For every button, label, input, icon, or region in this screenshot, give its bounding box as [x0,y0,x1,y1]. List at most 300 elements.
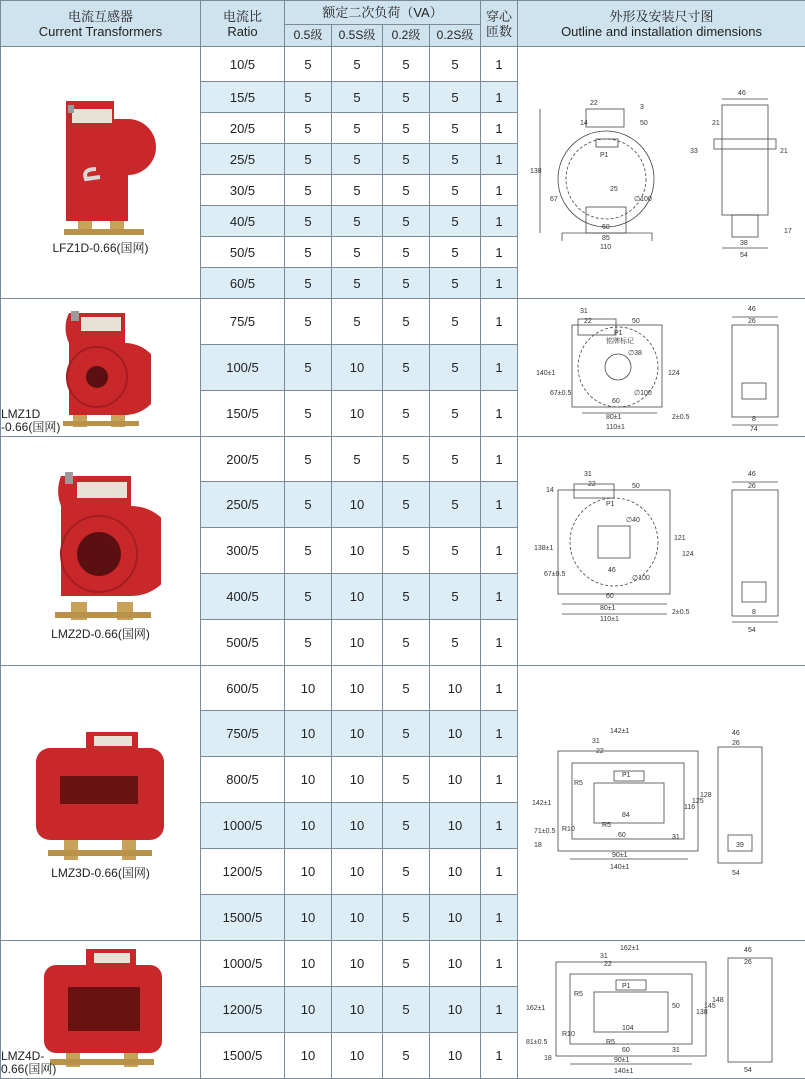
lmz4d-product-cell [1,941,201,1079]
lmz4d-dimension-cell [518,941,805,1079]
turns-cell: 1 [481,299,518,345]
dim-label: 18 [534,842,542,849]
load-cell: 5 [430,47,481,82]
load-cell: 5 [285,299,332,345]
load-cell: 10 [285,849,332,895]
dim-label: 18 [544,1055,552,1062]
ratio-cell: 750/5 [201,711,285,757]
ratio-cell: 400/5 [201,574,285,620]
dim-label: 22 [596,748,604,755]
load-cell: 10 [285,895,332,941]
ratio-cell: 50/5 [201,237,285,268]
header-ct-cn: 电流互感器 [1,9,200,24]
load-cell: 5 [285,391,332,437]
dim-label: 80±1 [600,605,616,612]
dim-label: 74 [750,426,758,433]
dim-label: 138 [696,1009,708,1016]
load-cell: 5 [383,528,430,574]
dim-label: 60 [622,1047,630,1054]
load-cell: 5 [430,175,481,206]
load-cell: 10 [430,987,481,1033]
dim-label: R5 [606,1039,615,1046]
load-cell: 5 [430,620,481,666]
load-cell: 5 [383,175,430,206]
turns-cell: 1 [481,1033,518,1079]
dim-label: 140±1 [614,1068,634,1075]
dim-label: 125 [692,798,704,805]
dim-label: 26 [744,959,752,966]
lmz2d-outline-drawing [522,464,802,639]
dim-label: 54 [748,627,756,634]
dim-label: 142±1 [610,728,630,735]
load-cell: 5 [332,268,383,299]
turns-cell: 1 [481,757,518,803]
ratio-cell: 200/5 [201,437,285,482]
load-cell: 10 [430,803,481,849]
turns-cell: 1 [481,345,518,391]
dim-label: 140±1 [536,370,556,377]
load-cell: 5 [383,895,430,941]
ratio-cell: 150/5 [201,391,285,437]
model-label [1,1050,56,1076]
load-cell: 5 [332,175,383,206]
model-label-line: 0.66(国网) [1,1063,56,1076]
load-cell: 5 [332,113,383,144]
ratio-cell: 300/5 [201,528,285,574]
header-class-05: 0.5级 [285,25,332,47]
load-cell: 10 [332,1033,383,1079]
dim-label: 14 [546,487,554,494]
lmz2d-dim-labels [534,471,756,634]
load-cell: 10 [285,803,332,849]
load-cell: 5 [383,391,430,437]
model-label-line: LMZ4D- [1,1050,56,1063]
ratio-cell: 800/5 [201,757,285,803]
load-cell: 5 [430,268,481,299]
turns-cell: 1 [481,144,518,175]
load-cell: 5 [383,482,430,528]
turns-cell: 1 [481,47,518,82]
load-cell: 5 [285,574,332,620]
load-cell: 5 [430,237,481,268]
dim-label: 26 [748,483,756,490]
dim-label: 17 [784,228,792,235]
lmz2d-product-image [41,462,161,627]
load-cell: 5 [383,803,430,849]
load-cell: 5 [332,47,383,82]
dim-label: 22 [584,318,592,325]
dim-label: 138±1 [534,545,554,552]
dim-label: R5 [574,780,583,787]
dim-label: 46 [748,306,756,313]
load-cell: 5 [383,1033,430,1079]
load-cell: 5 [332,299,383,345]
ratio-cell: 1000/5 [201,803,285,849]
load-cell: 5 [383,757,430,803]
load-cell: 5 [383,144,430,175]
dim-label: R5 [602,822,611,829]
model-label-line: LMZ1D [1,408,60,421]
header-class-02: 0.2级 [383,25,430,47]
load-cell: 5 [383,987,430,1033]
dim-label: 67±0.5 [544,571,565,578]
load-cell: 10 [332,941,383,987]
lfz1d-product-image [46,91,156,241]
load-cell: 10 [430,711,481,757]
header-ct-en: Current Transformers [1,24,200,39]
table-row [1,299,805,345]
load-cell: 10 [430,941,481,987]
dim-label: 124 [668,370,680,377]
load-cell: 5 [383,574,430,620]
dim-label: 2±0.5 [672,414,690,421]
load-cell: 5 [285,528,332,574]
dim-label: 104 [622,1025,634,1032]
load-cell: 5 [430,482,481,528]
load-cell: 5 [285,144,332,175]
ratio-cell: 20/5 [201,113,285,144]
load-cell: 5 [383,941,430,987]
load-cell: 5 [285,47,332,82]
turns-cell: 1 [481,113,518,144]
ratio-cell: 250/5 [201,482,285,528]
load-cell: 5 [383,47,430,82]
load-cell: 5 [383,299,430,345]
load-cell: 10 [430,666,481,711]
load-cell: 5 [430,82,481,113]
dim-label: 148 [712,997,724,1004]
model-label-line: -0.66(国网) [1,421,60,434]
turns-cell: 1 [481,711,518,757]
dim-label: R10 [562,1031,575,1038]
load-cell: 10 [332,482,383,528]
dim-label: P1 [622,772,631,779]
load-cell: 5 [332,82,383,113]
load-cell: 5 [285,237,332,268]
ratio-cell: 100/5 [201,345,285,391]
model-label [1,408,60,434]
dim-label: 22 [588,481,596,488]
dim-label: 71±0.5 [534,828,555,835]
load-cell: 5 [285,206,332,237]
dim-label: P1 [622,983,631,990]
load-cell: 10 [332,987,383,1033]
load-cell: 5 [430,437,481,482]
dim-label: 142±1 [532,800,552,807]
load-cell: 5 [285,268,332,299]
ratio-cell: 1200/5 [201,987,285,1033]
lmz1d-dimension-cell [518,299,805,437]
load-cell: 5 [383,237,430,268]
dim-label: 31 [672,834,680,841]
spec-body [1,47,805,1079]
load-cell: 5 [285,113,332,144]
dim-label: 138 [530,168,542,175]
dim-label: 124 [682,551,694,558]
load-cell: 5 [332,144,383,175]
header-turns [481,1,518,47]
dim-label: 31 [580,308,588,315]
dim-label: P1 [600,152,609,159]
dim-label: 31 [600,953,608,960]
turns-cell: 1 [481,941,518,987]
dim-label: 46 [744,947,752,954]
load-cell: 10 [332,849,383,895]
header-ratio [201,1,285,47]
ratio-cell: 10/5 [201,47,285,82]
lmz3d-dimension-cell [518,666,805,941]
dim-label: 60 [602,224,610,231]
dim-label: 3 [640,104,644,111]
dim-label: 54 [744,1067,752,1074]
dim-label: 50 [672,1003,680,1010]
load-cell: 10 [332,528,383,574]
dim-label: ∅100 [632,575,650,582]
turns-cell: 1 [481,574,518,620]
dim-label: R5 [574,991,583,998]
dim-label: 50 [632,483,640,490]
load-cell: 10 [332,574,383,620]
dim-label: 50 [640,120,648,127]
lmz3d-product-cell [1,666,201,941]
load-cell: 5 [430,528,481,574]
load-cell: 5 [332,237,383,268]
table-row [1,666,805,711]
dim-label: ∅100 [634,196,652,203]
dim-label: 145 [704,1003,716,1010]
lmz1d-outline-drawing [522,303,802,433]
turns-cell: 1 [481,803,518,849]
dim-label: 90±1 [614,1057,630,1064]
lmz3d-product-image [26,726,176,866]
load-cell: 5 [383,666,430,711]
dim-label: 84 [622,812,630,819]
load-cell: 10 [285,987,332,1033]
dim-label: 54 [732,870,740,877]
lmz3d-dim-labels [532,728,744,877]
lfz1d-product-cell [1,47,201,299]
dim-label: 81±0.5 [526,1039,547,1046]
load-cell: 5 [332,437,383,482]
ratio-cell: 15/5 [201,82,285,113]
load-cell: 10 [332,345,383,391]
ratio-cell: 30/5 [201,175,285,206]
load-cell: 5 [383,711,430,757]
dim-label: 110±1 [600,616,619,623]
load-cell: 5 [285,82,332,113]
turns-cell: 1 [481,175,518,206]
dim-label: 8 [752,609,756,616]
table-row [1,47,805,82]
load-cell: 5 [383,345,430,391]
dim-label: 铭牌标记 [606,336,634,345]
load-cell: 10 [285,711,332,757]
ratio-cell: 25/5 [201,144,285,175]
header-ct [1,1,201,47]
lmz2d-product-cell [1,437,201,666]
load-cell: 5 [285,437,332,482]
header-class-05s: 0.5S级 [332,25,383,47]
load-cell: 5 [383,206,430,237]
turns-cell: 1 [481,268,518,299]
dim-label: 33 [690,148,698,155]
ratio-cell: 1500/5 [201,1033,285,1079]
ratio-cell: 600/5 [201,666,285,711]
ratio-cell: 500/5 [201,620,285,666]
load-cell: 5 [383,268,430,299]
header-turns-2: 匝数 [481,24,517,39]
dim-label: 39 [736,842,744,849]
load-cell: 5 [285,345,332,391]
dim-label: 31 [584,471,592,478]
ratio-cell: 40/5 [201,206,285,237]
header-load: 额定二次负荷（VA） [285,1,481,25]
dim-label: 31 [672,1047,680,1054]
dim-label: 90±1 [612,852,628,859]
model-label: LFZ1D-0.66(国网) [1,241,200,255]
dim-label: 85 [602,235,610,242]
load-cell: 10 [285,1033,332,1079]
dim-label: 116 [684,804,695,811]
header-dimensions [518,1,805,47]
lmz2d-dimension-cell [518,437,805,666]
dim-label: 162±1 [526,1005,546,1012]
ratio-cell: 1000/5 [201,941,285,987]
header-class-02s: 0.2S级 [430,25,481,47]
dim-label: 46 [608,567,616,574]
dim-label: 140±1 [610,864,630,871]
turns-cell: 1 [481,391,518,437]
load-cell: 5 [332,206,383,237]
dim-label: 2±0.5 [672,609,690,616]
table-row [1,941,805,987]
dim-label: 67±0.5 [550,390,571,397]
load-cell: 5 [430,144,481,175]
dim-label: 60 [618,832,626,839]
load-cell: 10 [430,895,481,941]
dim-label: 25 [610,186,618,193]
dim-label: 162±1 [620,945,640,952]
lmz4d-outline-drawing [522,944,802,1076]
lmz1d-product-cell [1,299,201,437]
table-row [1,437,805,482]
dim-label: 121 [674,535,686,542]
dim-label: 128 [700,792,712,799]
lfz1d-outline-drawing [522,83,802,263]
lmz3d-outline-drawing [522,723,802,883]
dim-label: 54 [740,252,748,259]
load-cell: 10 [285,941,332,987]
dim-label: 46 [732,730,740,737]
load-cell: 10 [332,711,383,757]
load-cell: 10 [285,666,332,711]
load-cell: 5 [430,345,481,391]
load-cell: 10 [332,757,383,803]
dim-label: 21 [712,120,720,127]
ratio-cell: 1500/5 [201,895,285,941]
load-cell: 10 [332,895,383,941]
dim-label: P1 [614,330,623,337]
load-cell: 5 [285,175,332,206]
dim-label: P1 [606,501,615,508]
dim-label: ∅100 [634,390,652,397]
turns-cell: 1 [481,666,518,711]
turns-cell: 1 [481,895,518,941]
dim-label: 8 [752,416,756,423]
dim-label: 31 [592,738,600,745]
lmz4d-dim-labels [526,945,752,1075]
dim-label: 50 [632,318,640,325]
dim-label: 60 [606,593,614,600]
dim-label: 22 [590,100,598,107]
turns-cell: 1 [481,482,518,528]
load-cell: 5 [430,391,481,437]
header-dim-cn: 外形及安装尺寸图 [518,9,805,24]
load-cell: 10 [430,1033,481,1079]
dim-label: 46 [748,471,756,478]
load-cell: 10 [332,666,383,711]
ratio-cell: 75/5 [201,299,285,345]
dim-label: 14 [580,120,588,127]
dim-label: 26 [748,318,756,325]
load-cell: 5 [430,574,481,620]
load-cell: 5 [285,482,332,528]
model-label: LMZ2D-0.66(国网) [1,627,200,641]
dim-label: 38 [740,240,748,247]
dim-label: ∅40 [626,517,640,524]
header-dim-en: Outline and installation dimensions [518,24,805,39]
load-cell: 10 [332,620,383,666]
dim-label: 21 [780,148,788,155]
header-ratio-en: Ratio [201,24,284,39]
header-ratio-cn: 电流比 [201,9,284,24]
dim-label: 60 [612,398,620,405]
load-cell: 5 [285,620,332,666]
turns-cell: 1 [481,849,518,895]
load-cell: 10 [332,803,383,849]
load-cell: 5 [430,299,481,345]
load-cell: 5 [383,113,430,144]
dim-label: 110±1 [606,424,625,431]
turns-cell: 1 [481,437,518,482]
load-cell: 5 [383,620,430,666]
header-turns-1: 穿心 [481,9,517,24]
ratio-cell: 60/5 [201,268,285,299]
lfz1d-dim-labels [530,90,792,259]
turns-cell: 1 [481,237,518,268]
load-cell: 5 [430,206,481,237]
model-label: LMZ3D-0.66(国网) [1,866,200,880]
load-cell: 10 [430,849,481,895]
dim-label: 67 [550,196,558,203]
dim-label: 26 [732,740,740,747]
header-row-1 [1,1,805,25]
dim-label: 22 [604,961,612,968]
dim-label: 46 [738,90,746,97]
load-cell: 10 [332,391,383,437]
dim-label: ∅38 [628,350,642,357]
turns-cell: 1 [481,620,518,666]
load-cell: 5 [430,113,481,144]
lmz1d-product-image [51,303,151,433]
load-cell: 10 [285,757,332,803]
turns-cell: 1 [481,528,518,574]
turns-cell: 1 [481,987,518,1033]
load-cell: 5 [383,437,430,482]
ratio-cell: 1200/5 [201,849,285,895]
load-cell: 5 [383,849,430,895]
lfz1d-dimension-cell [518,47,805,299]
